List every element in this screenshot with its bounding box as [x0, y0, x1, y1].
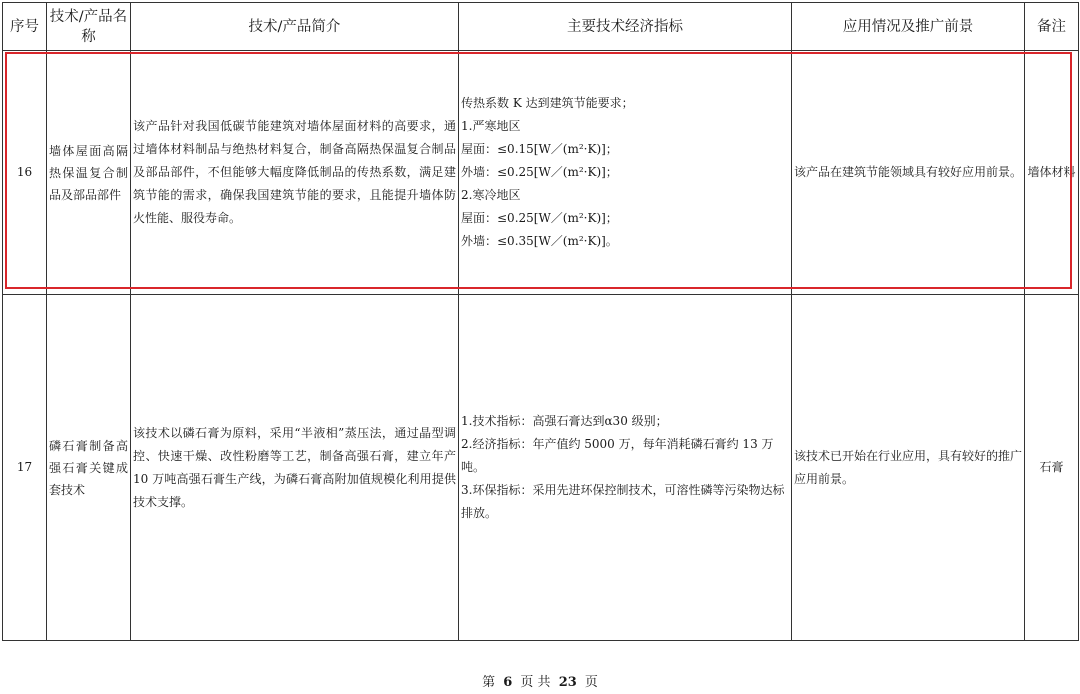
row-remarks: 墙体材料 [1025, 51, 1079, 295]
table-row [3, 51, 1079, 295]
footer-total-pages: 23 [558, 675, 577, 690]
row-name: 磷石膏制备高强石膏关键成套技术 [47, 295, 131, 641]
row-application: 该产品在建筑节能领域具有较好应用前景。 [792, 51, 1025, 295]
page-footer [0, 674, 1080, 692]
header-application: 应用情况及推广前景 [792, 3, 1025, 51]
header-indicators: 主要技术经济指标 [459, 3, 792, 51]
table-row [3, 295, 1079, 641]
row-name: 墙体屋面高隔热保温复合制品及部品部件 [47, 51, 131, 295]
header-name: 技术/产品名称 [47, 3, 131, 51]
footer-middle: 页 共 [520, 675, 551, 690]
table-header-row [3, 3, 1079, 51]
document-table [2, 2, 1079, 641]
row-indicators-text: 传热系数 K 达到建筑节能要求； 1.严寒地区 屋面：≤0.15[W／(m²·K)]； 外墙：≤0.25[W／(m²·K)]； 2.寒冷地区 屋面：≤0.25[W／(m²·K)]； 外墙：≤0.35[W／(m²·K)]。 [461, 96, 634, 248]
row-seq: 16 [3, 51, 47, 295]
row-intro: 该产品针对我国低碳节能建筑对墙体屋面材料的高要求，通过墙体材料制品与绝热材料复合，制备高隔热保温复合制品及部品部件，不但能够大幅度降低制品的传热系数，满足建筑节能的需求，确保我国建筑节能的要求，且能提升墙体防火性能、服役寿命。 [131, 51, 459, 295]
footer-prefix: 第 [482, 675, 496, 690]
row-indicators-text: 1.技术指标：高强石膏达到α30 级别； 2.经济指标：年产值约 5000 万，每年消耗磷石膏约 13 万吨。 3.环保指标：采用先进环保控制技术，可溶性磷等污染物达标排放。 [461, 414, 785, 520]
row-indicators [459, 295, 792, 641]
row-remarks: 石膏 [1025, 295, 1079, 641]
footer-suffix: 页 [584, 675, 598, 690]
row-intro: 该技术以磷石膏为原料，采用“半液相”蒸压法，通过晶型调控、快速干燥、改性粉磨等工艺，制备高强石膏，建立年产 10 万吨高强石膏生产线，为磷石膏高附加值规模化利用提供技术支撑。 [131, 295, 459, 641]
row-application: 该技术已开始在行业应用，具有较好的推广应用前景。 [792, 295, 1025, 641]
header-intro: 技术/产品简介 [131, 3, 459, 51]
footer-page-number: 6 [503, 675, 513, 690]
header-seq: 序号 [3, 3, 47, 51]
header-remarks: 备注 [1025, 3, 1079, 51]
row-seq: 17 [3, 295, 47, 641]
row-indicators [459, 51, 792, 295]
